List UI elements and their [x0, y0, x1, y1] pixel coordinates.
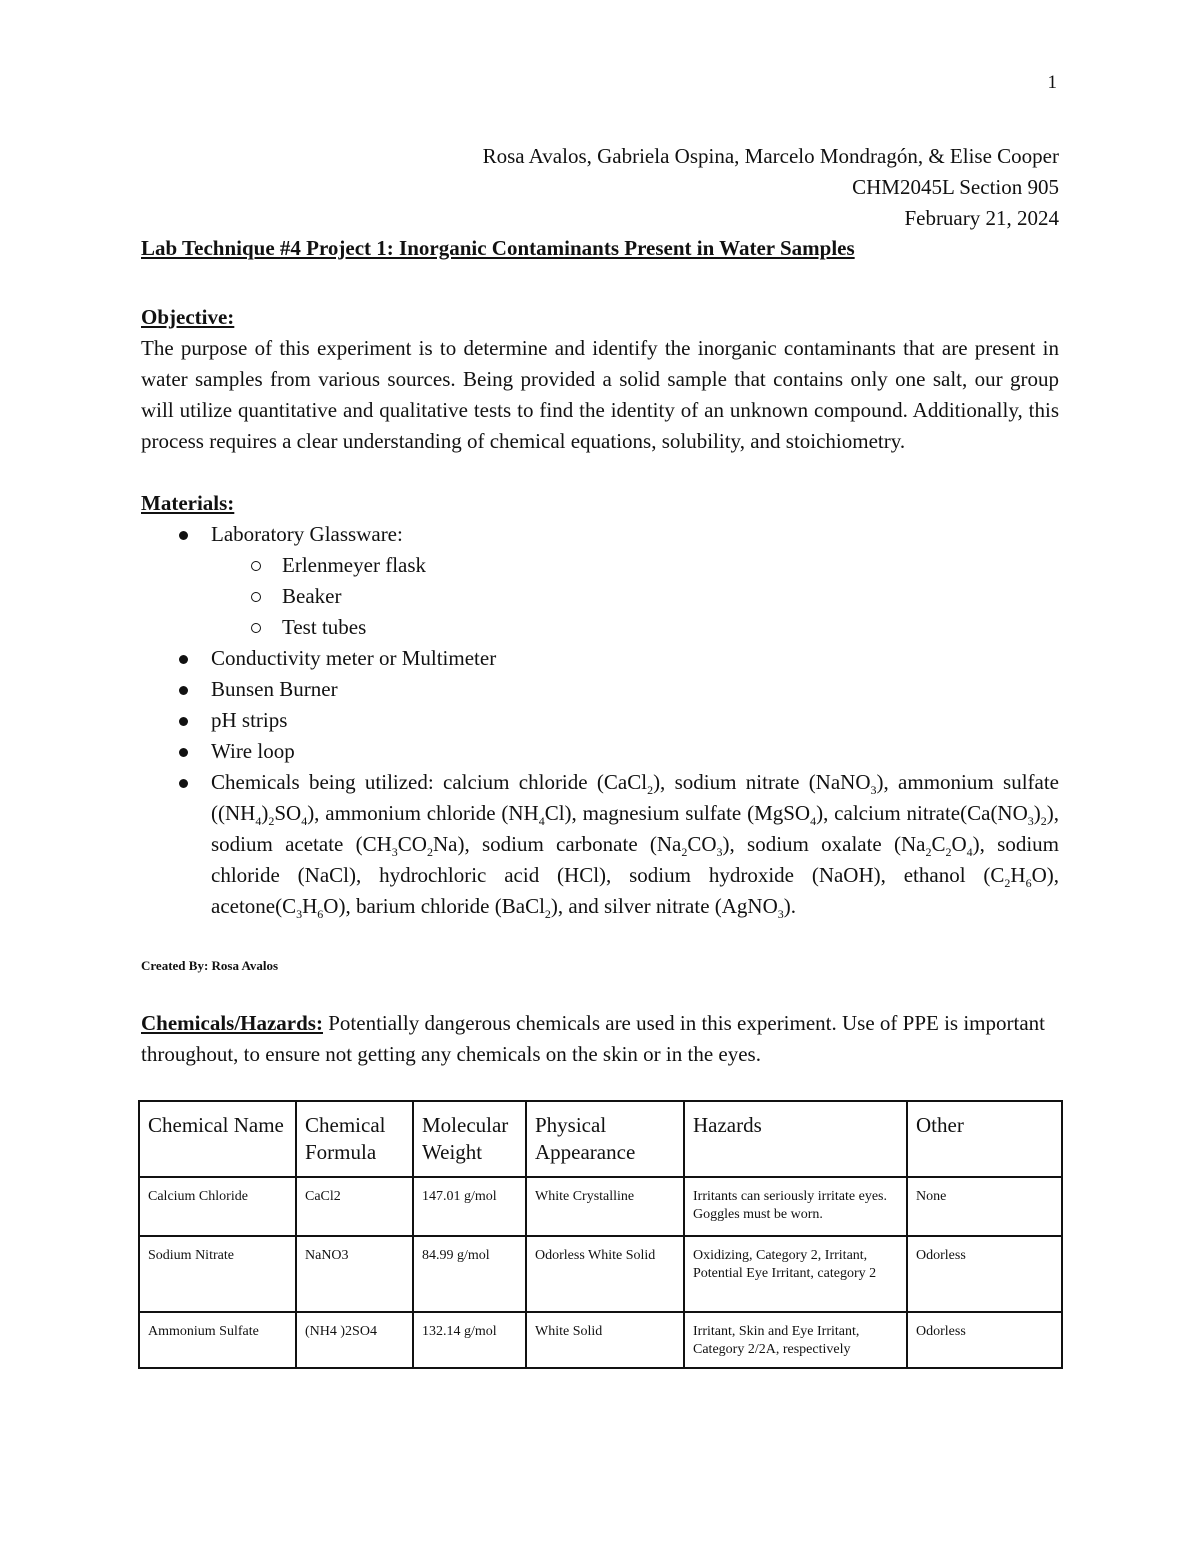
- chem-text-segment: ), sodium acetate (CH: [211, 801, 1060, 856]
- table-cell: Sodium Nitrate: [139, 1236, 296, 1312]
- chem-text-segment: ).: [783, 894, 797, 918]
- chem-text-segment: CO: [687, 832, 717, 856]
- subscript: 3: [870, 783, 877, 798]
- column-header: Molecular Weight: [413, 1101, 526, 1177]
- subscript: 3: [1027, 814, 1034, 829]
- list-item: [211, 550, 1059, 581]
- circle-bullet-icon: [251, 592, 261, 602]
- subscript: 2: [1040, 814, 1047, 829]
- table-header-row: [139, 1101, 1062, 1177]
- list-item: [141, 767, 1059, 922]
- subscript: 4: [301, 814, 308, 829]
- glassware-item: Beaker: [282, 584, 342, 608]
- material-item: Conductivity meter or Multimeter: [211, 646, 497, 670]
- table-cell: 147.01 g/mol: [413, 1177, 526, 1236]
- subscript: 6: [317, 907, 324, 922]
- table-cell: NaNO3: [296, 1236, 413, 1312]
- hazards-text: Potentially dangerous chemicals are used in this experiment. Use of PPE is important throughout, to ensure not getting any chemicals on the skin or in the eyes.: [141, 1011, 1046, 1066]
- subscript: 2: [681, 845, 688, 860]
- chem-text-segment: CO: [397, 832, 427, 856]
- table-row: [139, 1177, 1062, 1236]
- list-item: [211, 581, 1059, 612]
- glassware-item: Test tubes: [282, 615, 367, 639]
- chem-text-segment: ), ammonium sulfate ((NH: [211, 770, 1059, 825]
- bullet-icon: [179, 748, 188, 757]
- table-row: [139, 1236, 1062, 1312]
- chem-text-segment: ), and silver nitrate (AgNO: [550, 894, 778, 918]
- date-line: February 21, 2024: [904, 206, 1059, 230]
- chem-text-segment: ), calcium nitrate(Ca(NO: [816, 801, 1028, 825]
- page-number: 1: [1047, 72, 1057, 93]
- subscript: 2: [268, 814, 275, 829]
- subscript: 2: [925, 845, 932, 860]
- chem-text-segment: SO: [274, 801, 302, 825]
- document-title: Lab Technique #4 Project 1: Inorganic Contaminants Present in Water Samples: [141, 236, 855, 260]
- subscript: 4: [538, 814, 545, 829]
- table-cell: Odorless: [907, 1312, 1062, 1368]
- material-item: Bunsen Burner: [211, 677, 338, 701]
- list-item: [141, 705, 1059, 736]
- circle-bullet-icon: [251, 623, 261, 633]
- table-cell: None: [907, 1177, 1062, 1236]
- subscript: 6: [1025, 876, 1032, 891]
- table-cell: Ammonium Sulfate: [139, 1312, 296, 1368]
- subscript: 3: [296, 907, 303, 922]
- chem-text-segment: ), sodium chloride (NaCl), hydrochloric acid (HCl), sodium hydroxide (NaOH), ethanol (C: [211, 832, 1059, 887]
- table-cell: Calcium Chloride: [139, 1177, 296, 1236]
- table-cell: Odorless: [907, 1236, 1062, 1312]
- chem-text-segment: Cl), magnesium sulfate (MgSO: [544, 801, 811, 825]
- authors-line: Rosa Avalos, Gabriela Ospina, Marcelo Mondragón, & Elise Cooper: [482, 144, 1059, 168]
- subscript: 2: [544, 907, 551, 922]
- chem-text-segment: ): [261, 801, 269, 825]
- materials-heading: Materials:: [141, 491, 235, 515]
- chem-text-segment: ), sodium nitrate (NaNO: [653, 770, 871, 794]
- table-cell: 84.99 g/mol: [413, 1236, 526, 1312]
- chem-text-segment: Na), sodium carbonate (Na: [432, 832, 682, 856]
- table-cell: Odorless White Solid: [526, 1236, 684, 1312]
- chem-text-segment: O), barium chloride (BaCl: [323, 894, 545, 918]
- bullet-icon: [179, 655, 188, 664]
- column-header: Physical Appearance: [526, 1101, 684, 1177]
- objective-section: [141, 302, 1059, 457]
- created-by-note: Created By: Rosa Avalos: [141, 958, 279, 973]
- chemical-hazards-table: [138, 1100, 1063, 1369]
- table-cell: Irritant, Skin and Eye Irritant, Category 2/2A, respectively: [684, 1312, 907, 1368]
- bullet-icon: [179, 717, 188, 726]
- chem-text-segment: ): [1033, 801, 1041, 825]
- table-cell: 132.14 g/mol: [413, 1312, 526, 1368]
- objective-heading: Objective:: [141, 305, 235, 329]
- chem-text-segment: O), acetone(C: [211, 863, 1059, 918]
- glassware-sublist: [211, 550, 1059, 643]
- table-cell: White Crystalline: [526, 1177, 684, 1236]
- column-header: Chemical Formula: [296, 1101, 413, 1177]
- glassware-item: Erlenmeyer flask: [282, 553, 427, 577]
- chem-text-segment: H: [1010, 863, 1026, 887]
- column-header: Chemical Name: [139, 1101, 296, 1177]
- subscript: 2: [1004, 876, 1011, 891]
- material-item: pH strips: [211, 708, 288, 732]
- subscript: 3: [391, 845, 398, 860]
- bullet-icon: [179, 686, 188, 695]
- circle-bullet-icon: [251, 561, 261, 571]
- bullet-icon: [179, 779, 188, 788]
- chem-text-segment: ), sodium oxalate (Na: [722, 832, 926, 856]
- list-item: [141, 643, 1059, 674]
- table-cell: Irritants can seriously irritate eyes. Goggles must be worn.: [684, 1177, 907, 1236]
- subscript: 3: [777, 907, 784, 922]
- hazards-section: [141, 1008, 1059, 1070]
- table-cell: CaCl2: [296, 1177, 413, 1236]
- materials-list: [141, 519, 1059, 922]
- table-cell: Oxidizing, Category 2, Irritant, Potential Eye Irritant, category 2: [684, 1236, 907, 1312]
- chem-text-segment: Chemicals being utilized: calcium chloride (CaCl: [211, 770, 648, 794]
- document-header: [483, 141, 1059, 234]
- chem-text-segment: O: [951, 832, 967, 856]
- course-line: CHM2045L Section 905: [852, 175, 1059, 199]
- subscript: 2: [426, 845, 433, 860]
- subscript: 4: [255, 814, 262, 829]
- chem-text-segment: ), ammonium chloride (NH: [307, 801, 539, 825]
- table-cell: White Solid: [526, 1312, 684, 1368]
- list-item: [141, 736, 1059, 767]
- hazards-heading: Chemicals/Hazards:: [141, 1011, 323, 1035]
- list-item: [141, 674, 1059, 705]
- material-item: Wire loop: [211, 739, 295, 763]
- subscript: 4: [810, 814, 817, 829]
- list-item: [211, 612, 1059, 643]
- subscript: 2: [647, 783, 654, 798]
- column-header: Other: [907, 1101, 1062, 1177]
- chem-text-segment: H: [302, 894, 318, 918]
- chemicals-utilized-text: [211, 767, 1059, 922]
- list-item: [141, 519, 1059, 643]
- subscript: 3: [716, 845, 723, 860]
- subscript: 4: [966, 845, 973, 860]
- bullet-icon: [179, 531, 188, 540]
- materials-section: [141, 488, 1059, 922]
- chem-text-segment: C: [931, 832, 946, 856]
- objective-text: The purpose of this experiment is to determine and identify the inorganic contaminants that are present in water samples from various sources. Being provided a solid sample that contains only one salt, our group will utilize quantitative and qualitative tests to find the identity of an unknown compound. Additionally, this process requires a clear understanding of chemical equations, solubility, and stoichiometry.: [141, 336, 1059, 453]
- column-header: Hazards: [684, 1101, 907, 1177]
- glassware-label: Laboratory Glassware:: [211, 522, 403, 546]
- subscript: 2: [945, 845, 952, 860]
- table-row: [139, 1312, 1062, 1368]
- table-cell: (NH4 )2SO4: [296, 1312, 413, 1368]
